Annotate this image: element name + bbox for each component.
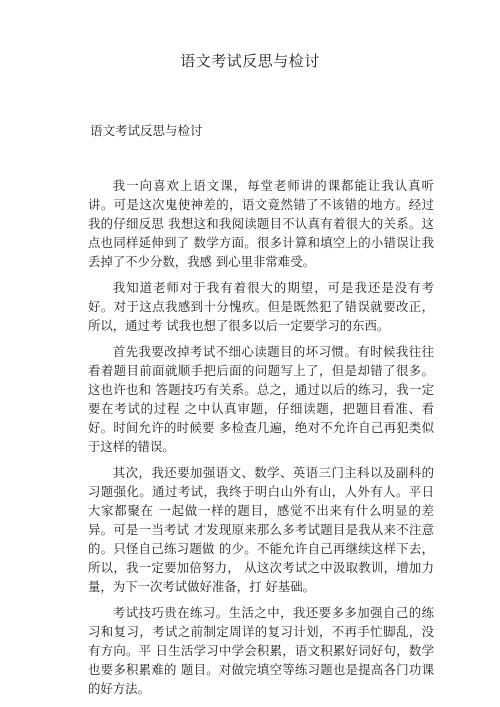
document-title: 语文考试反思与检讨 — [180, 52, 320, 70]
paragraph: 考试技巧贵在练习。生活之中，我还要多多加强自己的练习和复习，考试之前制定周详的复习计划，不再手忙脚乱，没有方向。平 日生活学习中学会积累，语文积累好词好句，数学也要多积累难的 题目。对做完填空等练习题也是提高各门功课的好方法。 — [88, 605, 434, 696]
paragraph: 我一向喜欢上语文课，每堂老师讲的课都能让我认真听讲。可是这次鬼使神差的，语文竟然错了不该错的地方。经过我的仔细反思 我想这和我阅读题目不认真有着很大的关系。这点也同样延伸到了 数学方面。很多计算和填空上的小错误让我丢掉了不少分数，我感 到心里非常难受。 — [88, 178, 434, 269]
paragraph: 我知道老师对于我有着很大的期望，可是我还是没有考好。对于这点我感到十分愧疚。但是既然犯了错误就要改正，所以，通过考 试我也想了很多以后一定要学习的东西。 — [88, 280, 434, 333]
paragraph: 首先我要改掉考试不细心读题目的坏习惯。有时候我往往看着题目前面就顺手把后面的问题写上了，但是却错了很多。这也许也和 答题技巧有关系。总之，通过以后的练习，我一定要在考试的过程 之中认真审题，仔细读题，把题目看准、看好。时间允许的时候要 多检查几遍，绝对不允许自己再犯类似于这样的错误。 — [88, 344, 434, 454]
paragraph: 其次，我还要加强语文、数学、英语三门主科以及副科的习题强化。通过考试，我终于明白山外有山，人外有人。平日大家都聚在 一起做一样的题目，感觉不出来有什么明显的差异。可是一当考试 才发现原来那么多考试题目是我从来不注意的。只怪自己练习题做 的少。不能允许自己再继续这样下去，所以，我一定要加倍努力， 从这次考试之中汲取教训，增加力量，为下一次考试做好准备，打 好基础。 — [88, 465, 434, 594]
document-body — [88, 176, 434, 705]
document-subtitle: 语文考试反思与检讨 — [90, 123, 203, 138]
